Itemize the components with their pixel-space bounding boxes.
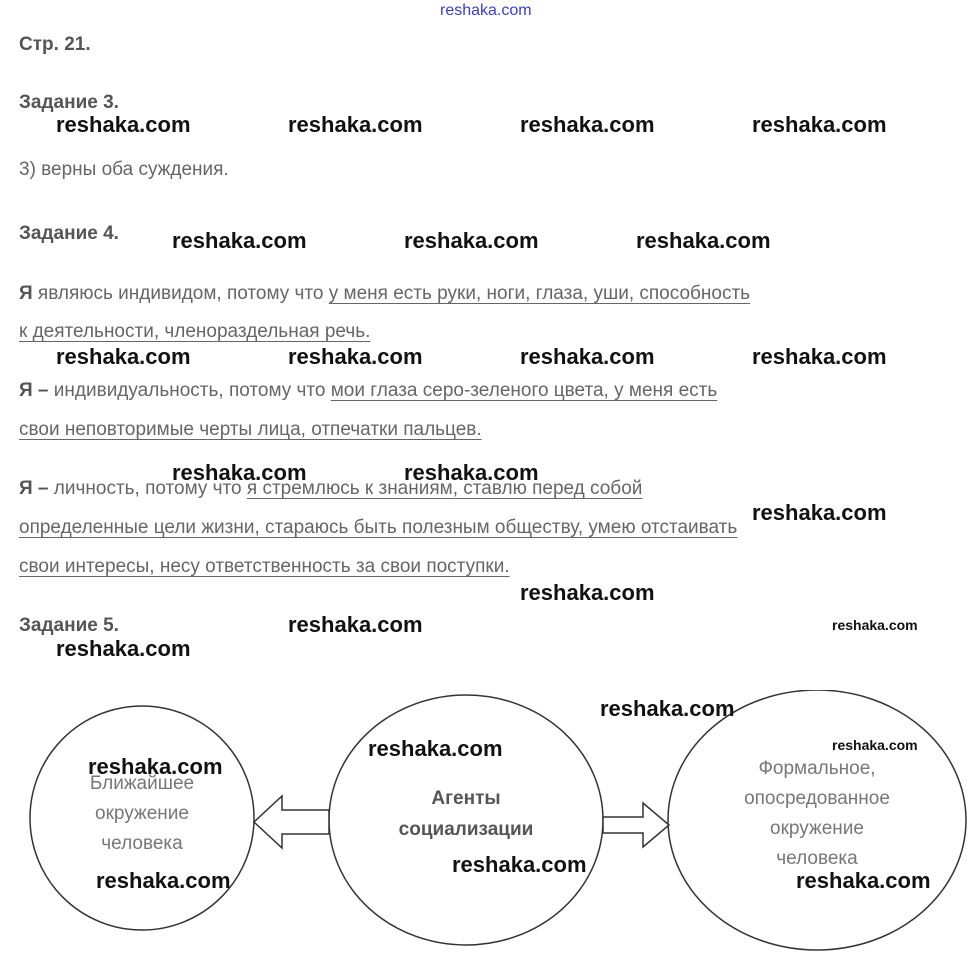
watermark: reshaka.com (172, 460, 307, 485)
right-arrow-icon (603, 803, 669, 847)
task4-p1-line1 (19, 282, 750, 306)
task4-p3-line1 (19, 477, 642, 501)
left-line-3: человека (101, 833, 183, 854)
p1-intro: являюсь индивидом, потому что (32, 283, 329, 304)
watermark: reshaka.com (452, 852, 587, 877)
watermark: reshaka.com (172, 228, 307, 253)
watermark: reshaka.com (636, 228, 771, 253)
watermark: reshaka.com (288, 344, 423, 369)
right-line-4: человека (776, 848, 858, 869)
watermark: reshaka.com (288, 612, 423, 637)
task4-heading: Задание 4. (19, 223, 119, 244)
center-circle-text (366, 783, 566, 845)
watermark: reshaka.com (752, 112, 887, 137)
watermark: reshaka.com (56, 636, 191, 661)
watermark: reshaka.com (88, 754, 223, 779)
watermark: reshaka.com (56, 344, 191, 369)
left-circle-text (52, 769, 232, 859)
p3-intro: личность, потому что (48, 478, 247, 499)
task3-answer: 3) верны оба суждения. (19, 159, 229, 180)
watermark: reshaka.com (520, 580, 655, 605)
task4-p2-line2: свои неповторимые черты лица, отпечатки пальцев. (19, 419, 482, 440)
watermark: reshaka.com (56, 112, 191, 137)
watermark: reshaka.com (404, 228, 539, 253)
task4-p2-line1 (19, 379, 717, 403)
p2-answer-part1: мои глаза серо-зеленого цвета, у меня есть (330, 380, 718, 401)
p1-lead: Я (19, 283, 33, 304)
watermark: reshaka.com (796, 868, 931, 893)
left-line-2: окружение (95, 803, 189, 824)
top-site-link[interactable]: reshaka.com (440, 2, 532, 19)
watermark: reshaka.com (404, 460, 539, 485)
task4-p3-line3: свои интересы, несу ответственность за свои поступки. (19, 556, 510, 577)
watermark: reshaka.com (752, 344, 887, 369)
watermark: reshaka.com (832, 737, 918, 753)
watermark: reshaka.com (520, 112, 655, 137)
task3-heading: Задание 3. (19, 92, 119, 113)
watermark: reshaka.com (600, 696, 735, 721)
p3-answer-part1: я стремлюсь к знаниям, ставлю перед собой (246, 478, 643, 499)
right-line-3: окружение (770, 818, 864, 839)
center-line-2: социализации (398, 819, 534, 840)
task4-p1-line2: к деятельности, членораздельная речь. (19, 321, 371, 342)
p3-lead: Я – (19, 478, 49, 499)
watermark: reshaka.com (96, 868, 231, 893)
watermark: reshaka.com (520, 344, 655, 369)
center-line-1: Агенты (431, 788, 501, 809)
watermark: reshaka.com (752, 500, 887, 525)
left-line-1: Ближайшее (89, 773, 195, 794)
watermark: reshaka.com (368, 736, 503, 761)
p2-lead: Я – (19, 380, 49, 401)
watermark: reshaka.com (832, 617, 918, 633)
right-line-2: опосредованное (744, 788, 890, 809)
p2-intro: индивидуальность, потому что (48, 380, 331, 401)
p1-answer-part1: у меня есть руки, ноги, глаза, уши, способность (328, 283, 751, 304)
task4-p3-line2: определенные цели жизни, стараюсь быть полезным обществу, умею отстаивать (19, 517, 738, 538)
left-arrow-icon (254, 796, 329, 848)
page-reference: Стр. 21. (19, 34, 91, 55)
right-circle-text (707, 754, 927, 874)
right-line-1: Формальное, (758, 758, 876, 779)
watermark: reshaka.com (288, 112, 423, 137)
task5-heading: Задание 5. (19, 615, 119, 636)
